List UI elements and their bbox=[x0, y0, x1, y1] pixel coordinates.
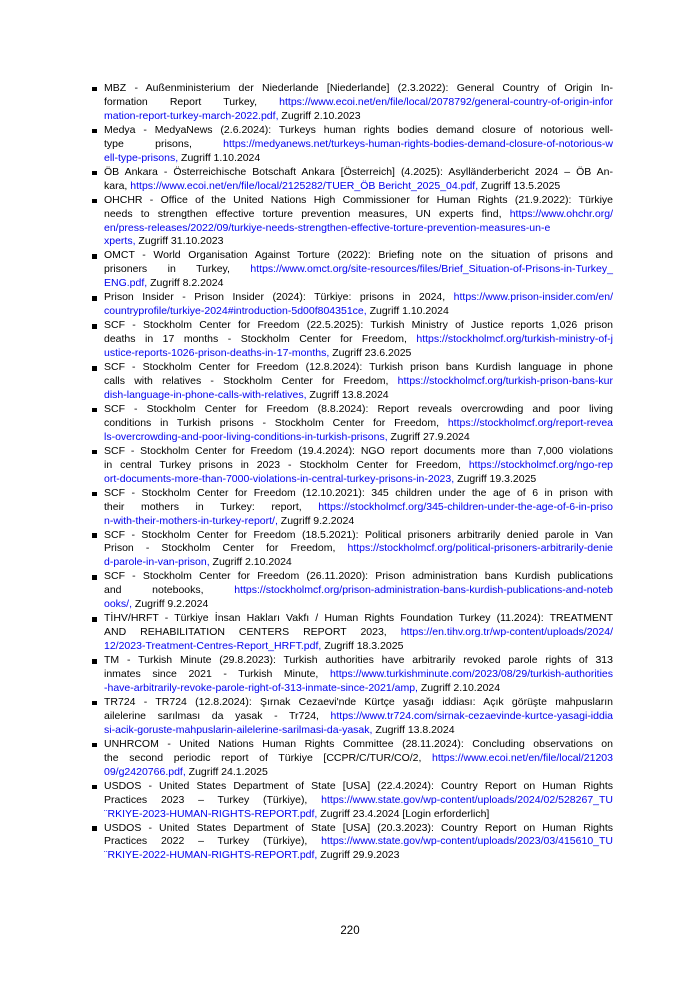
reference-text: Medya - MedyaNews (2.6.2024): Turkeys human rights bodies demand closure of notorious well- bbox=[104, 123, 613, 136]
reference-line bbox=[104, 794, 613, 808]
reference-text: SCF - Stockholm Center for Freedom (22.5.2025): Turkish Ministry of Justice reports 1,026 prison bbox=[104, 319, 613, 332]
bullet-icon bbox=[92, 324, 97, 329]
reference-link[interactable]: https://stockholmcf.org/report-revea bbox=[447, 416, 613, 429]
reference-link[interactable]: ENG.pdf, bbox=[104, 277, 148, 290]
reference-text: Zugriff 24.1.2025 bbox=[185, 765, 268, 778]
reference-text: Zugriff 9.2.2024 bbox=[277, 514, 355, 527]
reference-line bbox=[104, 780, 613, 794]
reference-line bbox=[104, 445, 613, 459]
reference-link[interactable]: https://www.ohchr.org/ bbox=[509, 207, 613, 220]
bullet-icon bbox=[92, 575, 97, 580]
reference-line bbox=[104, 110, 613, 124]
reference-link[interactable]: ooks/, bbox=[104, 598, 133, 611]
reference-link[interactable]: 09/g2420766.pdf, bbox=[104, 765, 186, 778]
reference-text: Zugriff 2.10.2023 bbox=[278, 109, 361, 122]
reference-link[interactable]: d-parole-in-van-prison, bbox=[104, 556, 210, 569]
reference-link[interactable]: dish-language-in-phone-calls-with-relatives, bbox=[104, 388, 307, 401]
reference-item bbox=[92, 291, 613, 319]
reference-text: OMCT - World Organisation Against Torture (2022): Briefing note on the situation of prisons and bbox=[104, 249, 613, 262]
reference-text: Zugriff 27.9.2024 bbox=[387, 430, 470, 443]
reference-link[interactable]: n-with-their-mothers-in-turkey-report/, bbox=[104, 514, 278, 527]
reference-text: kara, bbox=[104, 179, 131, 192]
reference-text: Zugriff 23.6.2025 bbox=[329, 347, 412, 360]
reference-link[interactable]: xperts, bbox=[104, 235, 136, 248]
reference-text: needs to strengthen effective torture prevention measures, UN experts find, bbox=[104, 207, 510, 220]
reference-text: Zugriff 13.8.2024 bbox=[372, 723, 455, 736]
bullet-icon bbox=[92, 129, 97, 134]
reference-text: Zugriff 8.2.2024 bbox=[147, 277, 224, 290]
bullet-icon bbox=[92, 254, 97, 259]
reference-item bbox=[92, 780, 613, 822]
reference-line bbox=[104, 389, 613, 403]
reference-text: Zugriff 1.10.2024 bbox=[178, 151, 261, 164]
reference-line bbox=[104, 235, 613, 249]
bullet-icon bbox=[92, 450, 97, 455]
reference-link[interactable]: mation-report-turkey-march-2022.pdf, bbox=[104, 109, 279, 122]
reference-line bbox=[104, 152, 613, 166]
reference-line bbox=[104, 347, 613, 361]
reference-line bbox=[104, 696, 613, 710]
reference-link[interactable]: si-acik-goruste-mahpuslarin-ailelerine-sarilmasi-da-yasak, bbox=[104, 723, 373, 736]
reference-line bbox=[104, 710, 613, 724]
reference-link[interactable]: https://www.state.gov/wp-content/uploads/2023/03/415610_TU bbox=[321, 835, 613, 848]
bullet-icon bbox=[92, 743, 97, 748]
bullet-icon bbox=[92, 366, 97, 371]
bullet-icon bbox=[92, 533, 97, 538]
reference-line bbox=[104, 556, 613, 570]
reference-item bbox=[92, 822, 613, 864]
reference-line bbox=[104, 375, 613, 389]
reference-item bbox=[92, 82, 613, 124]
reference-item bbox=[92, 124, 613, 166]
reference-line bbox=[104, 263, 613, 277]
reference-line bbox=[104, 180, 613, 194]
reference-text: AND REHABILITATION CENTERS REPORT 2023, bbox=[104, 626, 401, 639]
reference-text: and notebooks, bbox=[104, 584, 235, 597]
reference-line bbox=[104, 487, 613, 501]
reference-text: Zugriff 13.8.2024 bbox=[306, 388, 389, 401]
reference-line bbox=[104, 96, 613, 110]
reference-text: SCF - Stockholm Center for Freedom (26.11.2020): Prison administration bans Kurdish publications bbox=[104, 570, 613, 583]
reference-text: Zugriff 23.4.2024 [Login erforderlich] bbox=[317, 807, 490, 820]
reference-text: ailelerine sarılması da yasak - Tr724, bbox=[104, 709, 331, 722]
bullet-icon bbox=[92, 171, 97, 176]
reference-line bbox=[104, 417, 613, 431]
reference-line bbox=[104, 668, 613, 682]
reference-text: USDOS - United States Department of State [USA] (20.3.2023): Country Report on Human Rights bbox=[104, 821, 613, 834]
bullet-icon bbox=[92, 826, 97, 831]
reference-text: Zugriff 9.2.2024 bbox=[132, 598, 209, 611]
reference-text: Zugriff 2.10.2024 bbox=[209, 556, 292, 569]
reference-line bbox=[104, 766, 613, 780]
reference-text: Prison Insider - Prison Insider (2024): Türkiye: prisons in 2024, bbox=[104, 291, 454, 304]
reference-item bbox=[92, 696, 613, 738]
reference-text: conditions in Turkish prisons - Stockholm Center for Freedom, bbox=[104, 416, 448, 429]
reference-text: TM - Turkish Minute (29.8.2023): Turkish authorities have arbitrarily revoked parole rights of 313 bbox=[104, 654, 613, 667]
reference-link[interactable]: ustice-reports-1026-prison-deaths-in-17-months, bbox=[104, 347, 330, 360]
reference-line bbox=[104, 194, 613, 208]
reference-text: SCF - Stockholm Center for Freedom (19.4.2024): NGO report documents more than 7,000 violations bbox=[104, 444, 613, 457]
reference-item bbox=[92, 194, 613, 250]
reference-text: calls with relatives - Stockholm Center for Freedom, bbox=[104, 375, 398, 388]
reference-line bbox=[104, 319, 613, 333]
reference-link[interactable]: https://stockholmcf.org/ngo-rep bbox=[468, 458, 613, 471]
reference-line bbox=[104, 752, 613, 766]
reference-line bbox=[104, 626, 613, 640]
reference-text: SCF - Stockholm Center for Freedom (8.8.2024): Report reveals overcrowding and poor living bbox=[104, 402, 613, 415]
reference-link[interactable]: https://www.tr724.com/sirnak-cezaevinde-kurtce-yasagi-iddia bbox=[330, 709, 613, 722]
reference-text: Zugriff 31.10.2023 bbox=[135, 235, 224, 248]
bullet-icon bbox=[92, 199, 97, 204]
reference-line bbox=[104, 208, 613, 222]
reference-link[interactable]: 12/2023-Treatment-Centres-Report_HRFT.pdf, bbox=[104, 640, 322, 653]
reference-line bbox=[104, 222, 613, 236]
reference-text: Zugriff 19.3.2025 bbox=[454, 472, 537, 485]
reference-item bbox=[92, 738, 613, 780]
reference-item bbox=[92, 249, 613, 291]
page-number: 220 bbox=[340, 925, 360, 937]
reference-line bbox=[104, 249, 613, 263]
reference-item bbox=[92, 570, 613, 612]
reference-link[interactable]: ort-documents-more-than-7000-violations-in-central-turkey-prisons-in-2023, bbox=[104, 472, 455, 485]
reference-text: type prisons, bbox=[104, 137, 224, 150]
reference-text: in central Turkey prisons in 2023 - Stockholm Center for Freedom, bbox=[104, 458, 469, 471]
reference-line bbox=[104, 459, 613, 473]
reference-line bbox=[104, 501, 613, 515]
reference-line bbox=[104, 529, 613, 543]
reference-link[interactable]: https://stockholmcf.org/prison-administration-bans-kurdish-publications-and-noteb bbox=[234, 584, 613, 597]
bullet-icon bbox=[92, 617, 97, 622]
reference-line bbox=[104, 361, 613, 375]
reference-text: Zugriff 18.3.2025 bbox=[321, 640, 404, 653]
reference-text: OHCHR - Office of the United Nations High Commissioner for Human Rights (21.9.2022): Türkiye bbox=[104, 193, 613, 206]
reference-item bbox=[92, 166, 613, 194]
reference-item bbox=[92, 529, 613, 571]
reference-link[interactable]: en/press-releases/2022/09/turkiye-needs-strengthen-effective-torture-prevention-measures-un-e bbox=[104, 221, 551, 234]
reference-item bbox=[92, 654, 613, 696]
reference-item bbox=[92, 319, 613, 361]
reference-line bbox=[104, 612, 613, 626]
reference-link[interactable]: https://stockholmcf.org/political-prisoners-arbitrarily-denie bbox=[347, 542, 613, 555]
reference-link[interactable]: countryprofile/turkiye-2024#introduction-5d00f804351ce, bbox=[104, 305, 367, 318]
reference-text: deaths in 17 months - Stockholm Center for Freedom, bbox=[104, 333, 417, 346]
reference-text: inmates since 2021 - Turkish Minute, bbox=[104, 668, 330, 681]
reference-line bbox=[104, 598, 613, 612]
reference-link[interactable]: https://stockholmcf.org/turkish-ministry-of-j bbox=[416, 333, 613, 346]
reference-link[interactable]: https://en.tihv.org.tr/wp-content/uploads/2024/ bbox=[400, 626, 613, 639]
bullet-icon bbox=[92, 87, 97, 92]
reference-line bbox=[104, 584, 613, 598]
reference-line bbox=[104, 654, 613, 668]
reference-line bbox=[104, 724, 613, 738]
reference-link[interactable]: ls-overcrowding-and-poor-living-conditions-in-turkish-prisons, bbox=[104, 430, 388, 443]
reference-line bbox=[104, 640, 613, 654]
reference-line bbox=[104, 277, 613, 291]
reference-line bbox=[104, 515, 613, 529]
reference-line bbox=[104, 835, 613, 849]
reference-text: MBZ - Außenministerium der Niederlande [Niederlande] (2.3.2022): General Country of Origin In- bbox=[104, 82, 613, 94]
reference-line bbox=[104, 124, 613, 138]
reference-link[interactable]: https://www.ecoi.net/en/file/local/2078792/general-country-of-origin-infor bbox=[279, 95, 613, 108]
reference-text: Practices 2022 – Turkey (Türkiye), bbox=[104, 835, 322, 848]
reference-link[interactable]: https://medyanews.net/turkeys-human-rights-bodies-demand-closure-of-notorious-w bbox=[223, 137, 613, 150]
reference-line bbox=[104, 570, 613, 584]
reference-link[interactable]: https://stockholmcf.org/345-children-under-the-age-of-6-in-priso bbox=[318, 500, 613, 513]
reference-line bbox=[104, 738, 613, 752]
reference-link[interactable]: https://www.prison-insider.com/en/ bbox=[453, 291, 613, 304]
bullet-icon bbox=[92, 785, 97, 790]
reference-text: UNHRCOM - United Nations Human Rights Committee (28.11.2024): Concluding observations on bbox=[104, 737, 613, 750]
reference-text: Zugriff 13.5.2025 bbox=[478, 179, 561, 192]
reference-item bbox=[92, 612, 613, 654]
reference-list bbox=[92, 82, 613, 863]
reference-line bbox=[104, 822, 613, 836]
reference-link[interactable]: ell-type-prisons, bbox=[104, 151, 179, 164]
reference-link[interactable]: https://www.state.gov/wp-content/uploads/2024/02/528267_TU bbox=[321, 793, 613, 806]
bullet-icon bbox=[92, 701, 97, 706]
reference-text: Zugriff 29.9.2023 bbox=[317, 849, 400, 862]
reference-item bbox=[92, 403, 613, 445]
reference-line bbox=[104, 305, 613, 319]
bullet-icon bbox=[92, 659, 97, 664]
reference-link[interactable]: ¨RKIYE-2023-HUMAN-RIGHTS-REPORT.pdf, bbox=[104, 807, 318, 820]
reference-line bbox=[104, 333, 613, 347]
reference-text: Prison - Stockholm Center for Freedom, bbox=[104, 542, 348, 555]
reference-item bbox=[92, 487, 613, 529]
bullet-icon bbox=[92, 408, 97, 413]
bullet-icon bbox=[92, 492, 97, 497]
reference-text: USDOS - United States Department of State [USA] (22.4.2024): Country Report on Human Rights bbox=[104, 779, 613, 792]
reference-link[interactable]: https://www.ecoi.net/en/file/local/21203 bbox=[432, 751, 613, 764]
reference-line bbox=[104, 138, 613, 152]
reference-link[interactable]: ¨RKIYE-2022-HUMAN-RIGHTS-REPORT.pdf, bbox=[104, 849, 318, 862]
reference-link[interactable]: -have-arbitrarily-revoke-parole-right-of-313-inmate-since-2021/amp, bbox=[104, 681, 418, 694]
reference-text: TR724 - TR724 (12.8.2024): Şırnak Cezaevi'nde Kürtçe yasağı iddiası: Açık görüşte mahpusların bbox=[104, 695, 613, 708]
reference-text: TİHV/HRFT - Türkiye İnsan Hakları Vakfı / Human Rights Foundation Turkey (11.2024): TREATMENT bbox=[104, 612, 613, 625]
reference-text: Zugriff 1.10.2024 bbox=[366, 305, 449, 318]
reference-item bbox=[92, 445, 613, 487]
reference-link[interactable]: https://www.turkishminute.com/2023/08/29/turkish-authorities bbox=[329, 668, 613, 681]
reference-link[interactable]: https://www.ecoi.net/en/file/local/2125282/TUER_ÖB Bericht_2025_04.pdf, bbox=[130, 179, 479, 192]
reference-line bbox=[104, 403, 613, 417]
reference-text: Zugriff 2.10.2024 bbox=[417, 681, 501, 694]
reference-line bbox=[104, 808, 613, 822]
reference-line bbox=[104, 849, 613, 863]
reference-text: SCF - Stockholm Center for Freedom (18.5.2021): Political prisoners arbitrarily denied parole in Van bbox=[104, 528, 613, 541]
bullet-icon bbox=[92, 296, 97, 301]
reference-line bbox=[104, 473, 613, 487]
reference-line bbox=[104, 431, 613, 445]
reference-link[interactable]: https://stockholmcf.org/turkish-prison-bans-kur bbox=[397, 375, 613, 388]
reference-text: the second periodic report of Türkiye [CCPR/C/TUR/CO/2, bbox=[104, 751, 433, 764]
reference-text: SCF - Stockholm Center for Freedom (12.10.2021): 345 children under the age of 6 in prison with bbox=[104, 486, 613, 499]
reference-item bbox=[92, 361, 613, 403]
reference-link[interactable]: https://www.omct.org/site-resources/files/Brief_Situation-of-Prisons-in-Turkey_ bbox=[250, 263, 613, 276]
reference-text: their mothers in Turkey: report, bbox=[104, 500, 319, 513]
reference-line bbox=[104, 682, 613, 696]
reference-text: SCF - Stockholm Center for Freedom (12.8.2024): Turkish prison bans Kurdish language in phone bbox=[104, 361, 613, 374]
reference-line bbox=[104, 166, 613, 180]
reference-line bbox=[104, 291, 613, 305]
reference-text: prisoners in Turkey, bbox=[104, 263, 251, 276]
reference-text: formation Report Turkey, bbox=[104, 95, 280, 108]
reference-text: ÖB Ankara - Österreichische Botschaft Ankara [Österreich] (4.2025): Asylländerbericht 2024 – ÖB An- bbox=[104, 165, 613, 178]
reference-line bbox=[104, 82, 613, 96]
reference-text: Practices 2023 – Turkey (Türkiye), bbox=[104, 793, 322, 806]
reference-line bbox=[104, 542, 613, 556]
